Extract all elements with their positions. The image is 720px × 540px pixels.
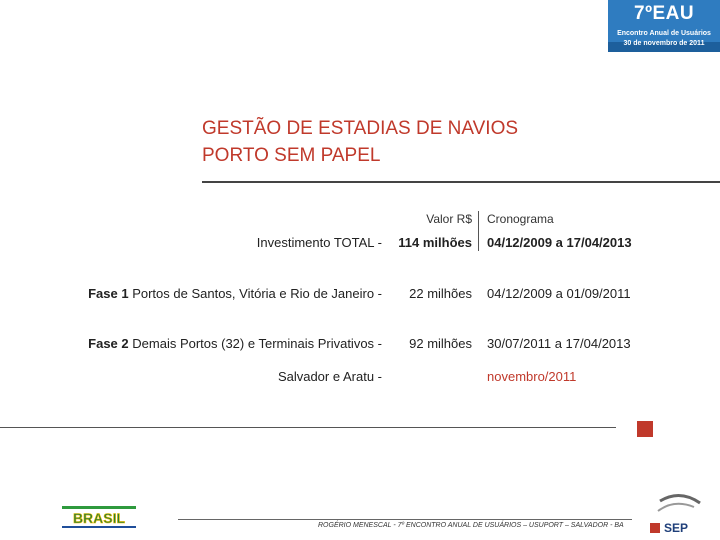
slide-title-line2: PORTO SEM PAPEL [202, 145, 381, 166]
logo-green-stripe [62, 506, 136, 509]
phase2-description: Demais Portos (32) e Terminais Privativos - [132, 336, 382, 351]
sep-logo-arc2 [658, 504, 694, 511]
phase1-name: Fase 1 [88, 286, 129, 301]
header-schedule: Cronograma [487, 212, 554, 226]
phase1-schedule: 04/12/2009 a 01/09/2011 [487, 286, 631, 301]
phase1-label [20, 286, 382, 301]
phase2-label [20, 336, 382, 351]
phase1-description: Portos de Santos, Vitória e Rio de Janeiro - [132, 286, 382, 301]
sep-logo-red-square [650, 523, 660, 533]
extra-label: Salvador e Aratu - [277, 369, 382, 384]
brasil-logo-text: BRASIL [72, 510, 126, 526]
slide-title-line1: GESTÃO DE ESTADIAS DE NAVIOS [202, 118, 519, 139]
red-square-marker [637, 421, 653, 437]
badge-subtitle: Encontro Anual de Usuários [617, 30, 711, 37]
phase2-name: Fase 2 [88, 336, 129, 351]
phase2-value: 92 milhões [409, 336, 472, 351]
badge-date: 30 de novembro de 2011 [623, 40, 705, 47]
sep-logo-arc [660, 495, 700, 503]
badge-title: 7ºEAU [634, 3, 695, 24]
extra-schedule: novembro/2011 [487, 369, 577, 384]
phase2-schedule: 30/07/2011 a 17/04/2013 [487, 336, 631, 351]
title-divider [202, 181, 720, 183]
total-schedule: 04/12/2009 a 17/04/2013 [487, 235, 632, 250]
event-badge [608, 0, 720, 52]
column-divider [478, 211, 479, 251]
sep-logo-text: SEP [664, 521, 689, 535]
sep-logo [640, 493, 718, 537]
total-value: 114 milhões [398, 235, 472, 250]
footer-divider [178, 519, 632, 520]
bottom-divider [0, 427, 616, 428]
footer-text: ROGÉRIO MENESCAL - 7º ENCONTRO ANUAL DE USUÁRIOS – USUPORT – SALVADOR - BA [318, 522, 624, 529]
brasil-logo [62, 506, 136, 530]
total-label: Investimento TOTAL - [256, 235, 382, 250]
phase1-value: 22 milhões [409, 286, 472, 301]
logo-blue-stripe [62, 526, 136, 528]
header-value: Valor R$ [426, 212, 472, 226]
